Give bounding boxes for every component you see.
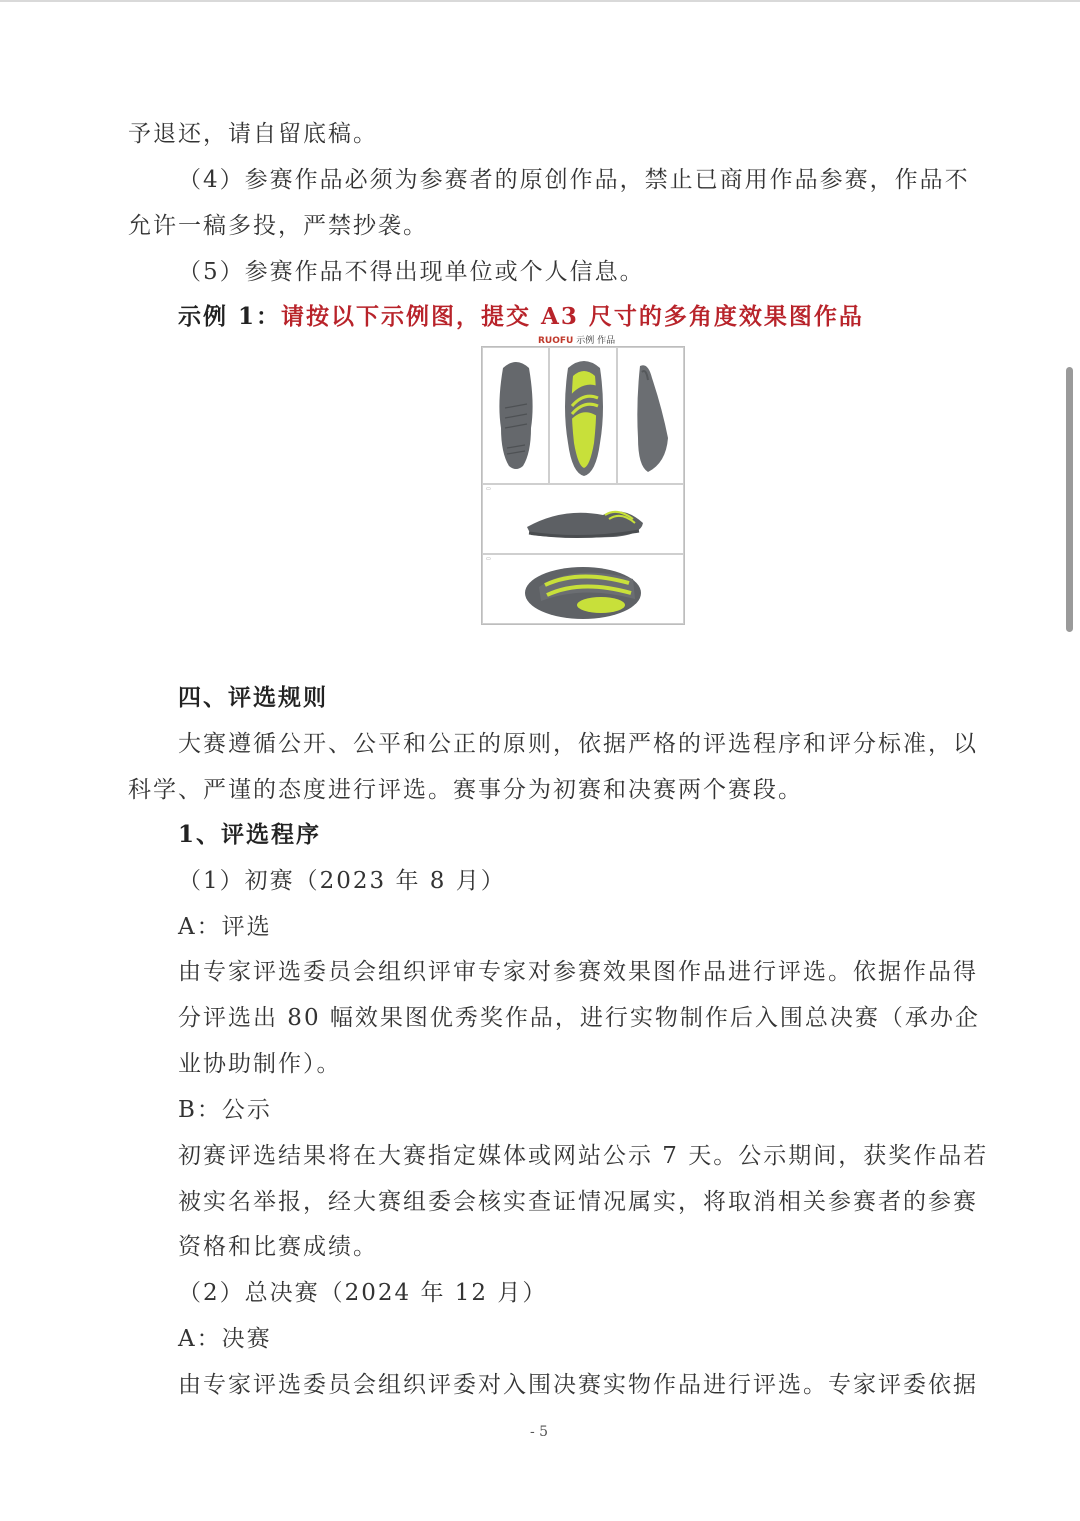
text-line-4: （5）参赛作品不得出现单位或个人信息。 (178, 259, 645, 285)
top-border (0, 0, 1080, 2)
intro-line-2: 科学、严谨的态度进行评选。赛事分为初赛和决赛两个赛段。 (128, 777, 803, 803)
a2-text-1: 由专家评选委员会组织评委对入围决赛实物作品进行评选。专家评委依据 (178, 1372, 978, 1398)
figure-cell-side-profile (482, 484, 684, 554)
figure-cell-perspective (482, 554, 684, 624)
a-text-2: 分评选出 80 幅效果图优秀奖作品，进行实物制作后入围总决赛（承办企 (178, 1005, 980, 1031)
example-prefix: 示例 1： (178, 303, 282, 330)
subsection-heading: 1、评选程序 (178, 821, 322, 848)
brand-logo: RUOFU (538, 336, 574, 346)
sandal-top-view (550, 348, 618, 485)
figure-cell-side-view (617, 347, 684, 484)
b-text-1: 初赛评选结果将在大赛指定媒体或网站公示 7 天。公示期间，获奖作品若 (178, 1143, 989, 1169)
example-line (178, 302, 864, 332)
a-label: A：评选 (178, 914, 272, 940)
text-line-1: 予退还，请自留底稿。 (128, 121, 378, 147)
sandal-side-view (618, 348, 685, 485)
text-line-2: （4）参赛作品必须为参赛者的原创作品，禁止已商用作品参赛，作品不 (178, 167, 970, 193)
figure-cell-bottom-view (482, 347, 549, 484)
intro-line-1: 大赛遵循公开、公平和公正的原则，依据严格的评选程序和评分标准，以 (178, 731, 978, 757)
stage2-title: （2）总决赛（2024 年 12 月） (178, 1280, 548, 1306)
b-text-2: 被实名举报，经大赛组委会核实查证情况属实，将取消相关参赛者的参赛 (178, 1189, 978, 1215)
example-text: 请按以下示例图，提交 A3 尺寸的多角度效果图作品 (281, 303, 864, 330)
b-text-3: 资格和比赛成绩。 (178, 1234, 378, 1260)
cell-label: ▭ (486, 486, 491, 492)
a2-label: A：决赛 (178, 1326, 272, 1352)
a-text-3: 业协助制作）。 (178, 1051, 342, 1077)
a-text-1: 由专家评选委员会组织评审专家对参赛效果图作品进行评选。依据作品得 (178, 959, 978, 985)
scrollbar-thumb[interactable] (1066, 367, 1073, 632)
stage1-title: （1）初赛（2023 年 8 月） (178, 868, 506, 894)
cell-label: ▭ (486, 556, 491, 562)
page-number: - 5 (530, 1424, 549, 1440)
text-line-3: 允许一稿多投，严禁抄袭。 (128, 213, 428, 239)
b-label: B：公示 (178, 1097, 272, 1123)
sandal-profile-view (483, 485, 685, 555)
brand-suffix: 示例 作品 (576, 336, 616, 346)
section-heading: 四、评选规则 (178, 684, 328, 711)
sandal-perspective-view (483, 555, 685, 625)
figure-brand (538, 333, 615, 346)
figure-cell-top-view (549, 347, 617, 484)
sandal-example-figure (481, 346, 685, 625)
sandal-sole-view (483, 348, 550, 485)
